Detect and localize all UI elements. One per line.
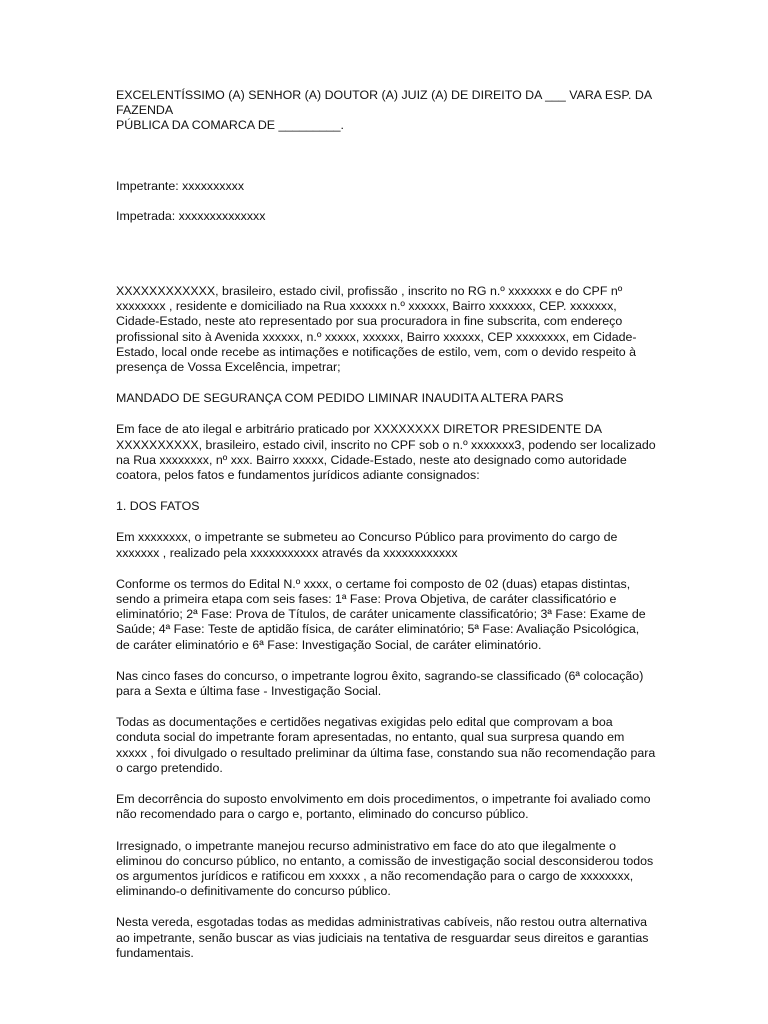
document-header (116, 88, 656, 134)
paragraph-irresignado: Irresignado, o impetrante manejou recurso administrativo em face do ato que ilegalmente o eliminou do concurso público, no entanto, a comissão de investigação social desconsiderou todos os argumentos jurídicos e ratificou em xxxxx , a não recomendação para o cargo de xxxxxxxx, eliminando-o definitivamente do concurso público. (116, 838, 654, 899)
paragraph-documentacoes: Todas as documentações e certidões negativas exigidas pelo edital que comprovam a boa conduta social do impetrante foram apresentadas, no entanto, qual sua surpresa quando em xxxxx , foi divulgado o resultado preliminar da última fase, constando sua não recomendação para o cargo pretendido. (116, 715, 656, 775)
paragraph-decorrencia: Em decorrência do suposto envolvimento em dois procedimentos, o impetrante foi avaliado como não recomendado para o cargo e, portanto, eliminado do concurso público. (116, 792, 651, 822)
autoridade-paragraph: Em face de ato ilegal e arbitrário praticado por XXXXXXXX DIRETOR PRESIDENTE DA XXXXXXXXXX, brasileiro, estado civil, inscrito no CPF sob o n.º xxxxxxx3, podendo ser localizado na Rua xxxxxxxx, nº xxx. Bairro xxxxx, Cidade-Estado, neste ato designado como autoridade coatora, pelos fatos e fundamentos jurídicos adiante consignados: (116, 422, 656, 483)
paragraph-vereda: Nesta vereda, esgotadas todas as medidas administrativas cabíveis, não restou outra alternativa ao impetrante, senão buscar as vias judiciais na tentativa de resguardar seus direitos e garantias fundamentais. (116, 915, 649, 960)
paragraph-edital: Conforme os termos do Edital N.º xxxx, o certame foi composto de 02 (duas) etapas distintas, sendo a primeira etapa com seis fases: 1ª Fase: Prova Objetiva, de caráter classificatório e eliminatório; 2ª Fase: Prova de Títulos, de caráter unicamente classificatório; 3ª Fase: Exame de Saúde; 4ª Fase: Teste de aptidão física, de caráter eliminatório; 5ª Fase: Avaliação Psicológica, de caráter eliminatório e 6ª Fase: Investigação Social, de caráter eliminatório. (116, 576, 646, 652)
header-line-1: EXCELENTÍSSIMO (A) SENHOR (A) DOUTOR (A) JUIZ (A) DE DIREITO DA ___ VARA ESP. DA FAZENDA (116, 88, 652, 118)
impetrante-line: Impetrante: xxxxxxxxxx (116, 178, 245, 193)
paragraph-concurso: Em xxxxxxxx, o impetrante se submeteu ao Concurso Público para provimento do cargo de xxxxxxx , realizado pela xxxxxxxxxxx através da xxxxxxxxxxxx (116, 530, 618, 560)
document-page (116, 88, 656, 961)
action-title: MANDADO DE SEGURANÇA COM PEDIDO LIMINAR INAUDITA ALTERA PARS (116, 391, 564, 406)
section-heading-fatos: 1. DOS FATOS (116, 499, 200, 514)
impetrada-line: Impetrada: xxxxxxxxxxxxxx (116, 208, 266, 223)
qualificacao-paragraph: XXXXXXXXXXXX, brasileiro, estado civil, profissão , inscrito no RG n.º xxxxxxx e do CPF nº xxxxxxxx , residente e domiciliado na Rua xxxxxx n.º xxxxxx, Bairro xxxxxxx, CEP. xxxxxxx, Cidade-Estado, neste ato representado por sua procuradora in fine subscrita, com endereço profissional sito à Avenida xxxxxx, n.º xxxxx, xxxxxx, Bairro xxxxxx, CEP xxxxxxxx, em Cidade-Estado, local onde recebe as intimações e notificações de estilo, vem, com o devido respeito à presença de Vossa Excelência, impetrar; (116, 284, 637, 375)
header-line-2: PÚBLICA DA COMARCA DE _________. (116, 118, 344, 133)
paragraph-cinco-fases: Nas cinco fases do concurso, o impetrante logrou êxito, sagrando-se classificado (6ª colocação) para a Sexta e última fase - Investigação Social. (116, 668, 644, 699)
